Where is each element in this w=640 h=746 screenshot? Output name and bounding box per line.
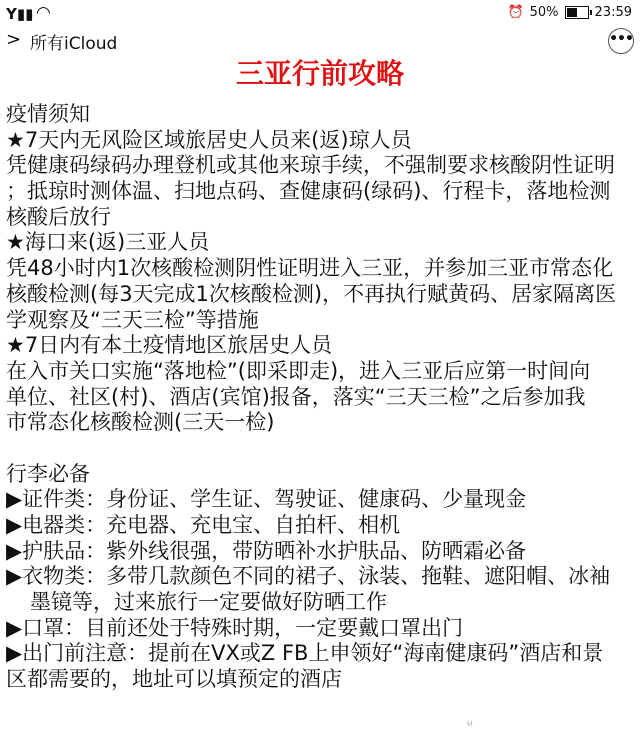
watermark-icon: ᵾ — [467, 718, 473, 729]
note-line: 凭健康码绿码办理登机或其他来琼手续，不强制要求核酸阴性证明 — [6, 153, 615, 178]
note-body[interactable] — [6, 102, 640, 693]
note-line: 市常态化核酸检测(三天一检) — [6, 410, 275, 435]
note-line: ；抵琼时测体温、扫地点码、查健康码(绿码)、行程卡，落地检测 — [6, 179, 611, 204]
note-line: ★7日内有本土疫情地区旅居史人员 — [6, 333, 333, 358]
note-line: ★海口来(返)三亚人员 — [6, 230, 210, 255]
battery-icon — [565, 6, 589, 19]
note-line: 学观察及“三天三检”等措施 — [6, 307, 259, 332]
note-line: 区都需要的，地址可以填预定的酒店 — [6, 667, 342, 692]
note-line: ▶衣物类：多带几款颜色不同的裙子、泳装、拖鞋、遮阳帽、冰袖 — [6, 564, 611, 589]
note-line: 单位、社区(村)、酒店(宾馆)报备，落实“三天三检”之后参加我 — [6, 384, 586, 409]
note-line: ▶护肤品：紫外线很强，带防晒补水护肤品、防晒霜必备 — [6, 538, 527, 563]
note-line — [6, 436, 640, 462]
note-line: 核酸后放行 — [6, 204, 111, 229]
note-line: ▶出门前注意：提前在VX或Z FB上申领好“海南健康码”酒店和景 — [6, 641, 604, 666]
battery-percent: 50% — [529, 5, 559, 20]
clock: 23:59 — [594, 5, 632, 20]
note-line: ★7天内无风险区域旅居史人员来(返)琼人员 — [6, 127, 412, 152]
note-line: 凭48小时内1次核酸检测阴性证明进入三亚，并参加三亚市常态化 — [6, 256, 614, 281]
note-line: 核酸检测(每3天完成1次核酸检测)，不再执行赋黄码、居家隔离医 — [6, 281, 617, 306]
back-chevron-icon[interactable]: > — [6, 29, 22, 50]
note-title: 三亚行前攻略 — [235, 57, 404, 90]
nav-bar — [0, 28, 640, 54]
status-bar — [0, 0, 640, 28]
more-icon[interactable]: ••• — [608, 28, 634, 54]
signal-icon: Y▮▮ — [6, 5, 34, 23]
note-line: 在入市关口实施“落地检”(即采即走)，进入三亚后应第一时间向 — [6, 358, 591, 383]
note-line: ▶证件类：身份证、学生证、驾驶证、健康码、少量现金 — [6, 487, 527, 512]
alarm-icon: ⏰ — [507, 5, 524, 20]
note-line: ▶电器类：充电器、充电宝、自拍杆、相机 — [6, 513, 401, 537]
note-line: ▶口罩：目前还处于特殊时期，一定要戴口罩出门 — [6, 615, 464, 640]
note-line: 疫情须知 — [6, 102, 90, 126]
note-line: 行李必备 — [6, 461, 90, 486]
wifi-icon: ◠ — [36, 3, 51, 23]
note-line: 墨镜等，过来旅行一定要做好防晒工作 — [30, 590, 387, 615]
back-button[interactable]: 所有iCloud — [30, 34, 118, 54]
